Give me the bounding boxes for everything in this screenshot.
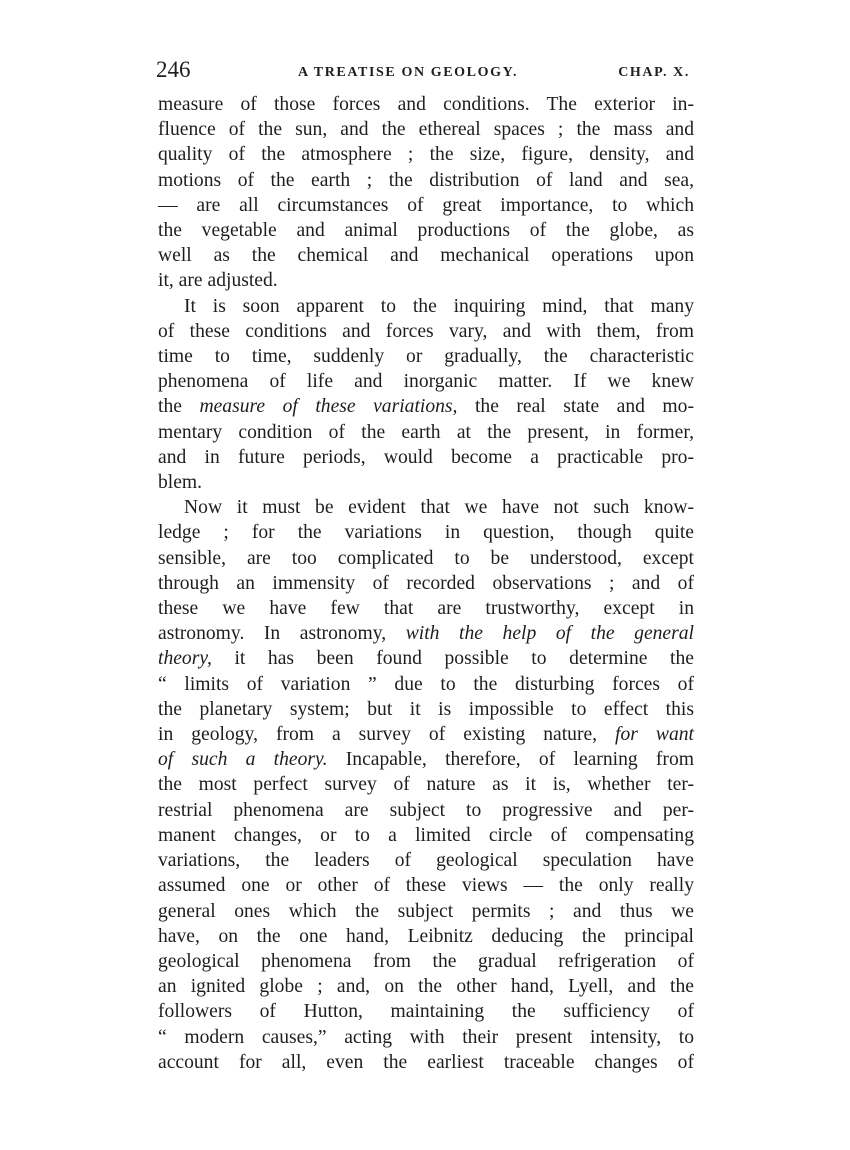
chapter-reference: CHAP. X. [618,65,690,80]
text-line: assumed one or other of these views — the only really [158,875,694,897]
italic-text: with the help of the general [405,623,694,645]
text-line: have, on the one hand, Leibnitz deducing the principal [158,925,694,947]
italic-text: theory, [158,648,212,670]
text-line: variations, the leaders of geological speculation have [158,850,694,872]
text-line: time to time, suddenly or gradually, the characteristic [158,346,694,368]
text-line: these we have few that are trustworthy, except in [158,598,694,620]
running-title: A TREATISE ON GEOLOGY. [298,65,519,80]
text-run: astronomy. In astronomy, [158,623,406,645]
text-run: in geology, from a survey of existing nature, [158,724,616,746]
italic-text: measure of these variations, [199,396,458,418]
text-run: the real state and mo- [457,396,694,418]
body-text [158,92,694,1075]
text-line: the vegetable and animal productions of the globe, as [158,220,694,242]
text-line [158,621,694,646]
text-line: “ modern causes,” acting with their present intensity, to [158,1026,694,1048]
text-line: it, are adjusted. [158,270,278,292]
text-line: account for all, even the earliest traceable changes of [158,1051,694,1073]
page-number: 246 [156,57,191,82]
text-line [158,747,694,772]
running-head [158,58,694,92]
text-line: restrial phenomena are subject to progressive and per- [158,799,694,821]
text-line: mentary condition of the earth at the present, in former, [158,421,694,443]
text-run: the [158,396,200,418]
text-line: sensible, are too complicated to be understood, except [158,547,694,569]
text-line: measure of those forces and conditions. The exterior in- [158,94,694,115]
text-line: through an immensity of recorded observations ; and of [158,572,694,594]
text-line: the most perfect survey of nature as it is, whether ter- [158,774,694,796]
text-line: geological phenomena from the gradual refrigeration of [158,950,694,972]
text-line: and in future periods, would become a practicable pro- [158,446,694,468]
text-line [158,646,694,671]
italic-text: of such a theory. [158,749,328,771]
text-line: manent changes, or to a limited circle of compensating [158,824,694,846]
text-line: blem. [158,472,203,494]
text-line: well as the chemical and mechanical operations upon [158,245,694,267]
text-line: fluence of the sun, and the ethereal spaces ; the mass and [158,119,694,141]
text-line: the planetary system; but it is impossible to effect this [158,698,694,720]
text-run: Incapable, therefore, of learning from [327,749,694,771]
text-line: motions of the earth ; the distribution of land and sea, [158,169,694,191]
book-page [158,58,694,1075]
text-line: followers of Hutton, maintaining the sufficiency of [158,1001,694,1023]
text-line [158,394,694,419]
text-line: phenomena of life and inorganic matter. If we knew [158,371,694,393]
text-run: it has been found possible to determine the [211,648,694,670]
text-line: general ones which the subject permits ; and thus we [158,900,694,922]
text-line: — are all circumstances of great importance, to which [158,194,694,216]
text-line: “ limits of variation ” due to the disturbing forces of [158,673,694,695]
italic-text: for want [615,724,694,746]
paragraph-start-line: It is soon apparent to the inquiring mind, that many [184,295,694,317]
text-line [158,722,694,747]
text-line: an ignited globe ; and, on the other hand, Lyell, and the [158,976,694,998]
text-line: of these conditions and forces vary, and with them, from [158,320,694,342]
text-line: quality of the atmosphere ; the size, figure, density, and [158,144,694,166]
text-line: ledge ; for the variations in question, though quite [158,522,694,544]
paragraph-start-line: Now it must be evident that we have not such know- [184,497,694,519]
